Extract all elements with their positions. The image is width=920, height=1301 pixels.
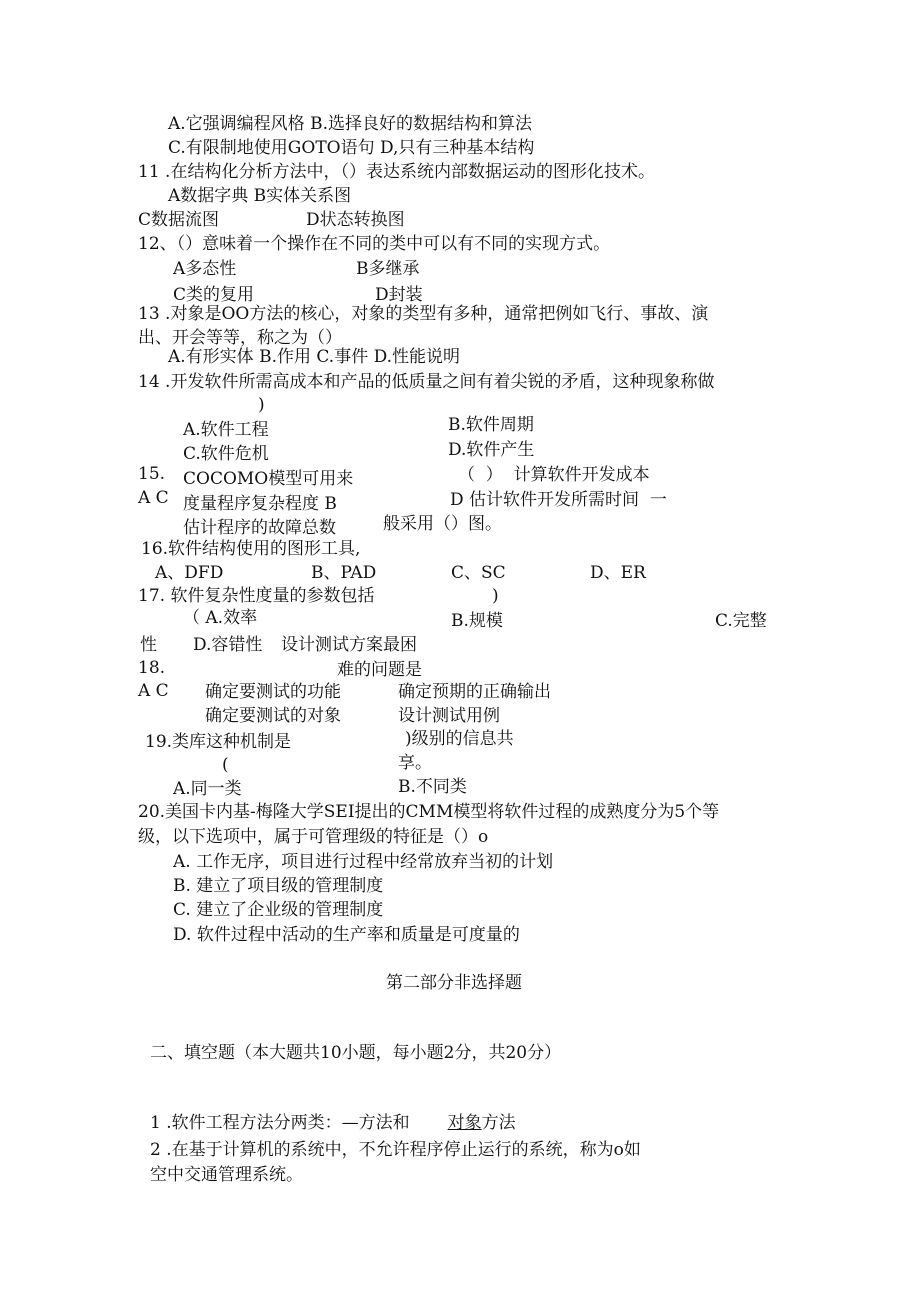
q11-stem: 11 .在结构化分析方法中，（）表达系统内部数据运动的图形化技术。 [138,162,655,182]
q18-option-letters: A C [138,681,169,701]
q20-stem-line1: 20.美国卡内基-梅隆大学SEI提出的CMM模型将软件过程的成熟度分为5个等 [138,802,720,822]
q20-option-d: D. 软件过程中活动的生产率和质量是可度量的 [173,925,520,945]
q14-option-c: C.软件危机 [183,444,269,464]
q13-options: A.有形实体 B.作用 C.事件 D.性能说明 [168,347,461,367]
fill1-answer: 对象 [447,1113,482,1133]
q16-stem-tail: 般采用（）图。 [383,514,502,534]
q14-option-d: D.软件产生 [448,440,535,460]
q16-option-b: B、PAD [311,563,377,583]
q20-option-b: B. 建立了项目级的管理制度 [173,876,384,896]
q18-option-d: 设计测试用例 [398,706,500,726]
q20-stem-line2: 级，以下选项中，属于可管理级的特征是（）o [138,827,489,847]
q18-stem-tail: 难的问题是 [337,660,422,680]
q12-option-b: B多继承 [356,259,420,279]
q14-option-a: A.软件工程 [183,420,269,440]
q15-stem-tail: （ ） 计算软件开发成本 [458,465,650,485]
fill-question-1 [150,1115,516,1132]
q17-stem: 17. 软件复杂性度量的参数包括 [138,586,375,606]
q18-option-b: 确定预期的正确输出 [398,682,551,702]
q18-option-a: 确定要测试的功能 [205,682,341,702]
fill1-text: 1 .软件工程方法分两类：—方法和 [150,1113,410,1133]
q15-option-c: 估计程序的故障总数 [183,518,336,538]
q19-stem-tail: )级别的信息共 [405,729,514,749]
q17-paren: ) [492,586,499,606]
q15-number: 15. [138,464,166,484]
q19-option-a: A.同一类 [173,779,242,799]
q19-share: 享。 [398,753,432,773]
part2-title: 第二部分非选择题 [386,973,522,993]
q17-option-c-tail: 性 [140,635,157,655]
q14-stem: 14 .开发软件所需高成本和产品的低质量之间有着尖锐的矛盾，这种现象称做 [138,372,715,392]
q15-stem: COCOMO模型可用来 [183,469,354,489]
fill-section-heading: 二、填空题（本大题共10小题，每小题2分，共20分） [150,1043,562,1063]
fill1-tail: 方法 [481,1113,516,1133]
q10-options-cd: C.有限制地使用GOTO语句 D,只有三种基本结构 [168,138,535,158]
q11-options-ab: A数据字典 B实体关系图 [168,186,352,206]
q20-option-c: C. 建立了企业级的管理制度 [173,900,384,920]
q15-option-d: D 估计软件开发所需时间 一 [450,490,667,510]
q17-option-c: C.完整 [715,611,767,631]
q17-option-b: B.规模 [451,611,503,631]
q18-option-c: 确定要测试的对象 [205,706,341,726]
q16-option-d: D、ER [590,563,646,583]
q12-stem: 12、（）意味着一个操作在不同的类中可以有不同的实现方式。 [138,234,611,254]
q16-stem: 16.软件结构使用的图形工具, [141,539,361,559]
q11-option-c: C数据流图 [138,210,220,230]
q14-option-b: B.软件周期 [448,415,534,435]
q15-option-line: 度量程序复杂程度 B [183,494,337,514]
q17-option-a: （ A.效率 [183,608,258,628]
q16-option-a: A、DFD [155,563,224,583]
q19-option-b: B.不同类 [398,777,467,797]
q19-paren: ( [222,755,229,775]
q20-option-a: A. 工作无序，项目进行过程中经常放弃当初的计划 [173,852,554,872]
q14-paren: ) [258,395,265,415]
q16-option-c: C、SC [451,563,506,583]
q11-option-d: D状态转换图 [306,210,405,230]
q15-option-letters: A C [138,488,169,508]
q18-stem: 设计测试方案最困 [281,635,417,655]
fill-question-2-line2: 空中交通管理系统。 [150,1165,303,1185]
q13-stem-line1: 13 .对象是OO方法的核心，对象的类型有多种，通常把例如飞行、事故、演 [138,304,709,324]
q13-stem-line2: 出、开会等等，称之为（） [138,328,342,348]
q12-option-c: C类的复用 [173,285,255,305]
q12-option-a: A多态性 [173,259,237,279]
q19-stem: 19.类库这种机制是 [145,732,292,752]
q18-number: 18. [138,658,166,678]
q12-option-d: D封装 [375,285,423,305]
fill-question-2-line1: 2 .在基于计算机的系统中，不允许程序停止运行的系统，称为o如 [150,1140,641,1160]
q10-options-ab: A.它强调编程风格 B.选择良好的数据结构和算法 [168,114,532,134]
q17-option-d: D.容错性 [193,635,263,655]
